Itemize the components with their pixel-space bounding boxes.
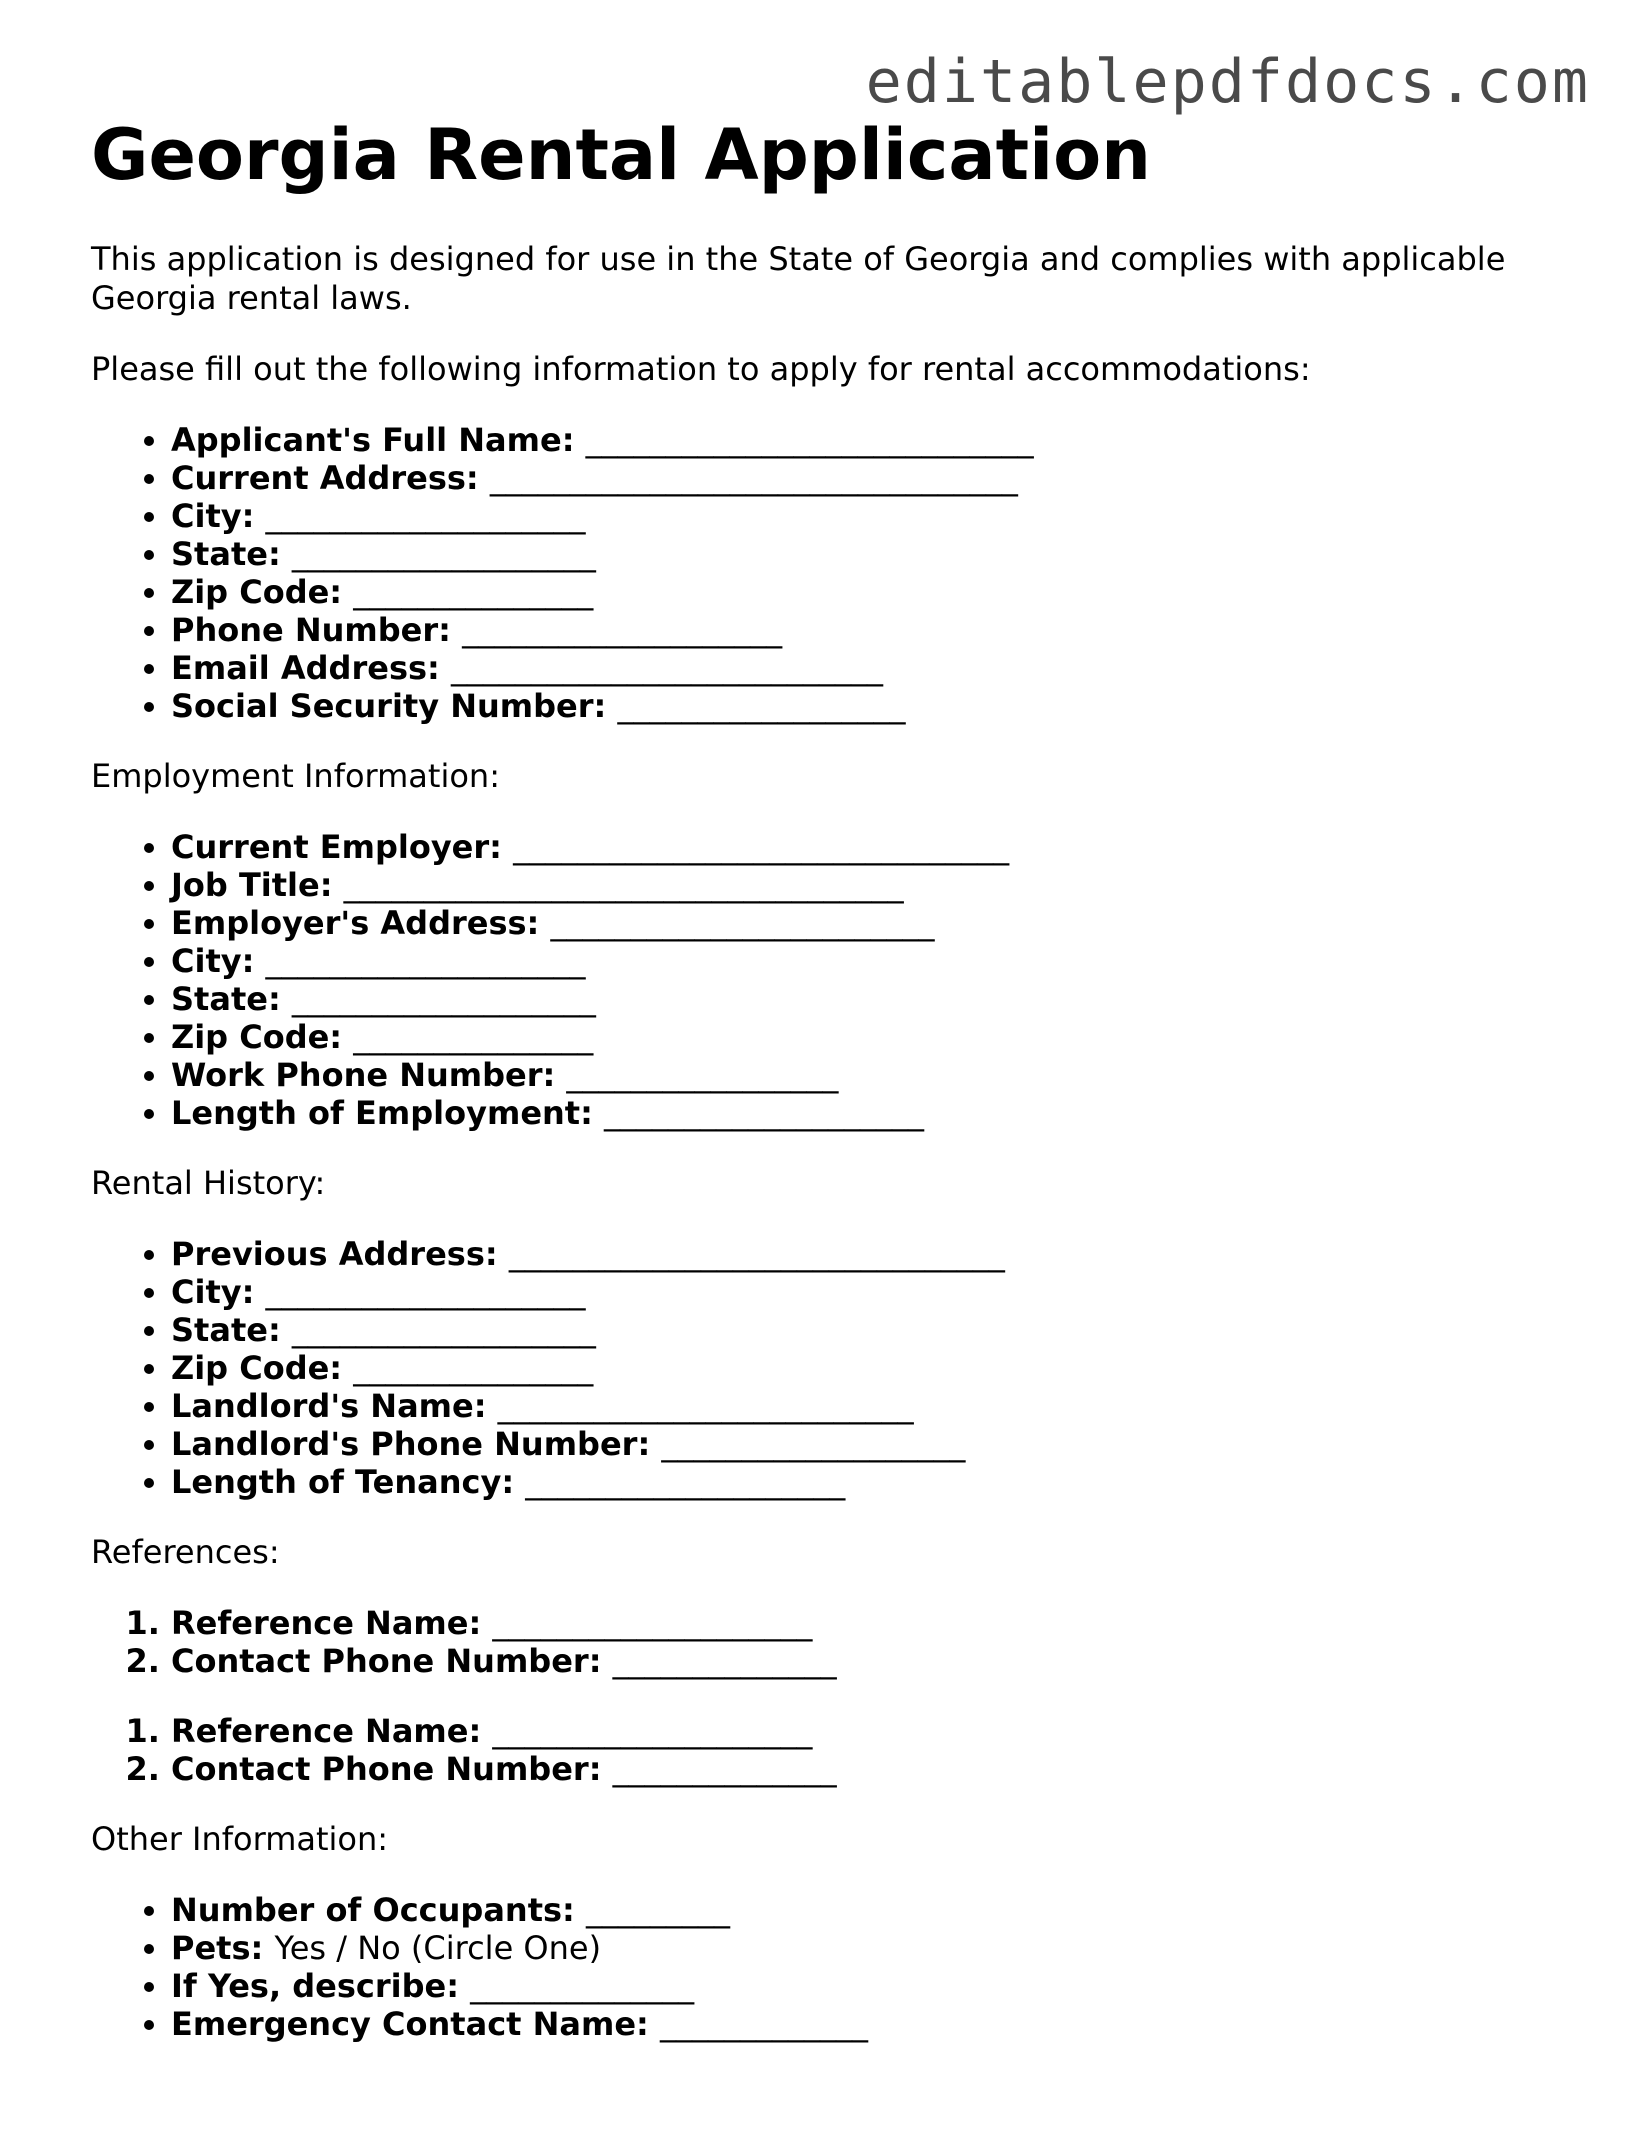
reference-2-name-field[interactable]: 1. Reference Name: ____________________	[171, 1712, 1571, 1750]
zip-code-field[interactable]: • Zip Code: _______________	[171, 573, 1571, 611]
reference-2-fields	[91, 1712, 1571, 1788]
applicant-fields	[91, 421, 1571, 725]
job-title-field[interactable]: • Job Title: ___________________________________	[171, 866, 1571, 904]
current-address-field[interactable]: • Current Address: _________________________________	[171, 459, 1571, 497]
current-employer-field[interactable]: • Current Employer: _______________________________	[171, 828, 1571, 866]
occupants-field[interactable]: • Number of Occupants: _________	[171, 1891, 1571, 1929]
watermark: editablepdfdocs.com	[865, 47, 1590, 117]
rental-history-fields	[91, 1235, 1571, 1501]
tenancy-length-field[interactable]: • Length of Tenancy: ____________________	[171, 1463, 1571, 1501]
emergency-contact-field[interactable]: • Emergency Contact Name: _____________	[171, 2005, 1571, 2043]
employer-state-field[interactable]: • State: ___________________	[171, 980, 1571, 1018]
employer-zip-field[interactable]: • Zip Code: _______________	[171, 1018, 1571, 1056]
previous-zip-field[interactable]: • Zip Code: _______________	[171, 1349, 1571, 1387]
landlord-phone-field[interactable]: • Landlord's Phone Number: ___________________	[171, 1425, 1571, 1463]
intro-text: This application is designed for use in the State of Georgia and complies with applicable Georgia rental laws.	[91, 240, 1506, 317]
employment-fields	[91, 828, 1571, 1132]
applicant-name-field[interactable]: • Applicant's Full Name: ____________________________	[171, 421, 1571, 459]
pets-field[interactable]: • Pets: Yes / No (Circle One)	[171, 1929, 1571, 1967]
city-field[interactable]: • City: ____________________	[171, 497, 1571, 535]
pets-description-field[interactable]: • If Yes, describe: ______________	[171, 1967, 1571, 2005]
instructions-text: Please fill out the following information to apply for rental accommodations:	[91, 350, 1311, 388]
previous-state-field[interactable]: • State: ___________________	[171, 1311, 1571, 1349]
employer-city-field[interactable]: • City: ____________________	[171, 942, 1571, 980]
email-address-field[interactable]: • Email Address: ___________________________	[171, 649, 1571, 687]
document-page	[91, 110, 1571, 2043]
previous-city-field[interactable]: • City: ____________________	[171, 1273, 1571, 1311]
reference-2-phone-field[interactable]: 2. Contact Phone Number: ______________	[171, 1750, 1571, 1788]
previous-address-field[interactable]: • Previous Address: _______________________________	[171, 1235, 1571, 1273]
employment-section-title: Employment Information:	[91, 757, 500, 795]
ssn-field[interactable]: • Social Security Number: __________________	[171, 687, 1571, 725]
phone-number-field[interactable]: • Phone Number: ____________________	[171, 611, 1571, 649]
employment-length-field[interactable]: • Length of Employment: ____________________	[171, 1094, 1571, 1132]
page-title: Georgia Rental Application	[91, 114, 1152, 196]
work-phone-field[interactable]: • Work Phone Number: _________________	[171, 1056, 1571, 1094]
landlord-name-field[interactable]: • Landlord's Name: __________________________	[171, 1387, 1571, 1425]
other-info-section-title: Other Information:	[91, 1820, 389, 1858]
rental-history-section-title: Rental History:	[91, 1164, 326, 1202]
references-section-title: References:	[91, 1533, 280, 1571]
reference-1-fields	[91, 1604, 1571, 1680]
reference-1-phone-field[interactable]: 2. Contact Phone Number: ______________	[171, 1642, 1571, 1680]
employer-address-field[interactable]: • Employer's Address: ________________________	[171, 904, 1571, 942]
state-field[interactable]: • State: ___________________	[171, 535, 1571, 573]
other-info-fields	[91, 1891, 1571, 2043]
reference-1-name-field[interactable]: 1. Reference Name: ____________________	[171, 1604, 1571, 1642]
